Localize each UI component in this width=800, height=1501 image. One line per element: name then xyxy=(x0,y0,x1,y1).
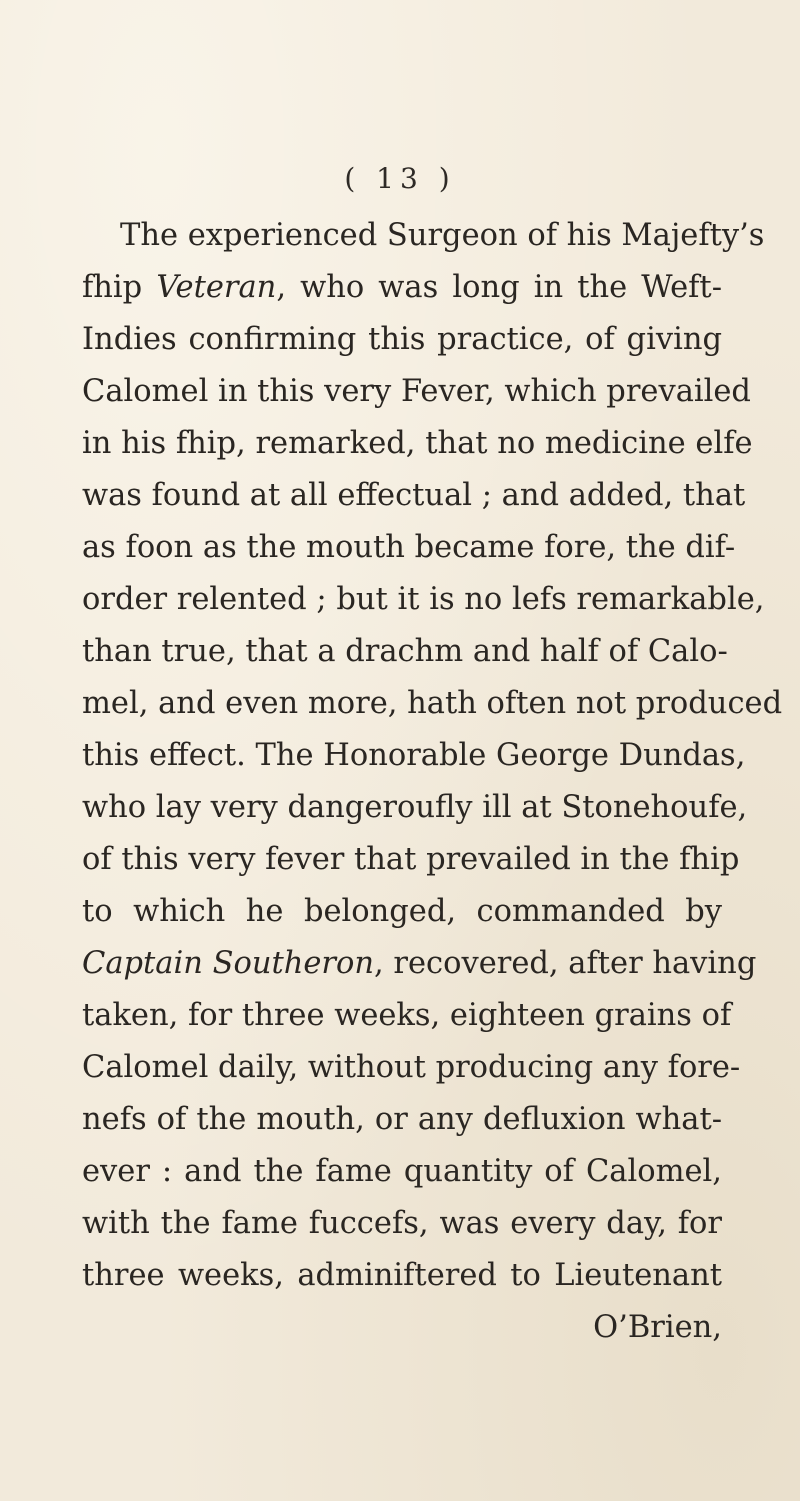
text-line xyxy=(82,574,765,626)
text-segment: as foon as the mouth became fore, the dif- xyxy=(82,530,736,565)
text-segment: ever : and the fame quantity of Calomel, xyxy=(82,1154,722,1189)
text-segment: fhip xyxy=(82,270,157,305)
text-segment: mel, and even more, hath often not produced xyxy=(82,686,783,721)
text-segment: The experienced Surgeon of his Majefty’s xyxy=(120,218,765,253)
text-segment: three weeks, adminiftered to Lieutenant xyxy=(82,1258,722,1293)
text-segment: , recovered, after having xyxy=(374,946,757,981)
text-line xyxy=(82,1146,722,1198)
text-line xyxy=(82,1094,722,1146)
text-segment: , who was long in the Weft- xyxy=(276,270,722,305)
text-segment: in his fhip, remarked, that no medicine elfe xyxy=(82,426,753,461)
text-segment: was found at all effectual ; and added, that xyxy=(82,478,746,513)
text-segment: Calomel in this very Fever, which prevailed xyxy=(82,374,751,409)
text-line xyxy=(82,886,722,938)
text-line xyxy=(82,418,753,470)
text-line xyxy=(82,1302,722,1354)
text-segment: who lay very dangeroufly ill at Stonehoufe, xyxy=(82,790,748,825)
text-segment: O’Brien, xyxy=(593,1310,722,1345)
text-line xyxy=(82,626,728,678)
text-segment: Indies confirming this practice, of giving xyxy=(82,322,722,357)
text-line xyxy=(82,314,722,366)
text-line xyxy=(82,262,722,314)
italic-text-segment: Captain Southeron xyxy=(82,946,375,981)
body-text xyxy=(82,210,783,1354)
text-segment: this effect. The Honorable George Dundas, xyxy=(82,738,746,773)
text-line xyxy=(82,522,736,574)
text-segment: taken, for three weeks, eighteen grains of xyxy=(82,998,732,1033)
text-line xyxy=(82,1198,722,1250)
text-segment: of this very fever that prevailed in the fhip xyxy=(82,842,740,877)
page-number: ( 13 ) xyxy=(344,162,456,195)
text-line xyxy=(82,834,740,886)
text-line xyxy=(82,938,757,990)
text-line xyxy=(82,730,746,782)
text-line xyxy=(82,210,765,262)
text-segment: nefs of the mouth, or any defluxion what- xyxy=(82,1102,722,1137)
text-segment: Calomel daily, without producing any fore- xyxy=(82,1050,741,1085)
text-line xyxy=(82,1250,722,1302)
text-line xyxy=(82,782,748,834)
text-segment: with the fame fuccefs, was every day, for xyxy=(82,1206,722,1241)
text-line xyxy=(82,1042,741,1094)
text-segment: than true, that a drachm and half of Calo- xyxy=(82,634,728,669)
text-segment: to which he belonged, commanded by xyxy=(82,894,722,929)
text-line xyxy=(82,678,783,730)
italic-text-segment: Veteran xyxy=(156,270,277,305)
text-line xyxy=(82,366,751,418)
text-line xyxy=(82,990,732,1042)
text-line xyxy=(82,470,746,522)
text-segment: order relented ; but it is no lefs remarkable, xyxy=(82,582,765,617)
